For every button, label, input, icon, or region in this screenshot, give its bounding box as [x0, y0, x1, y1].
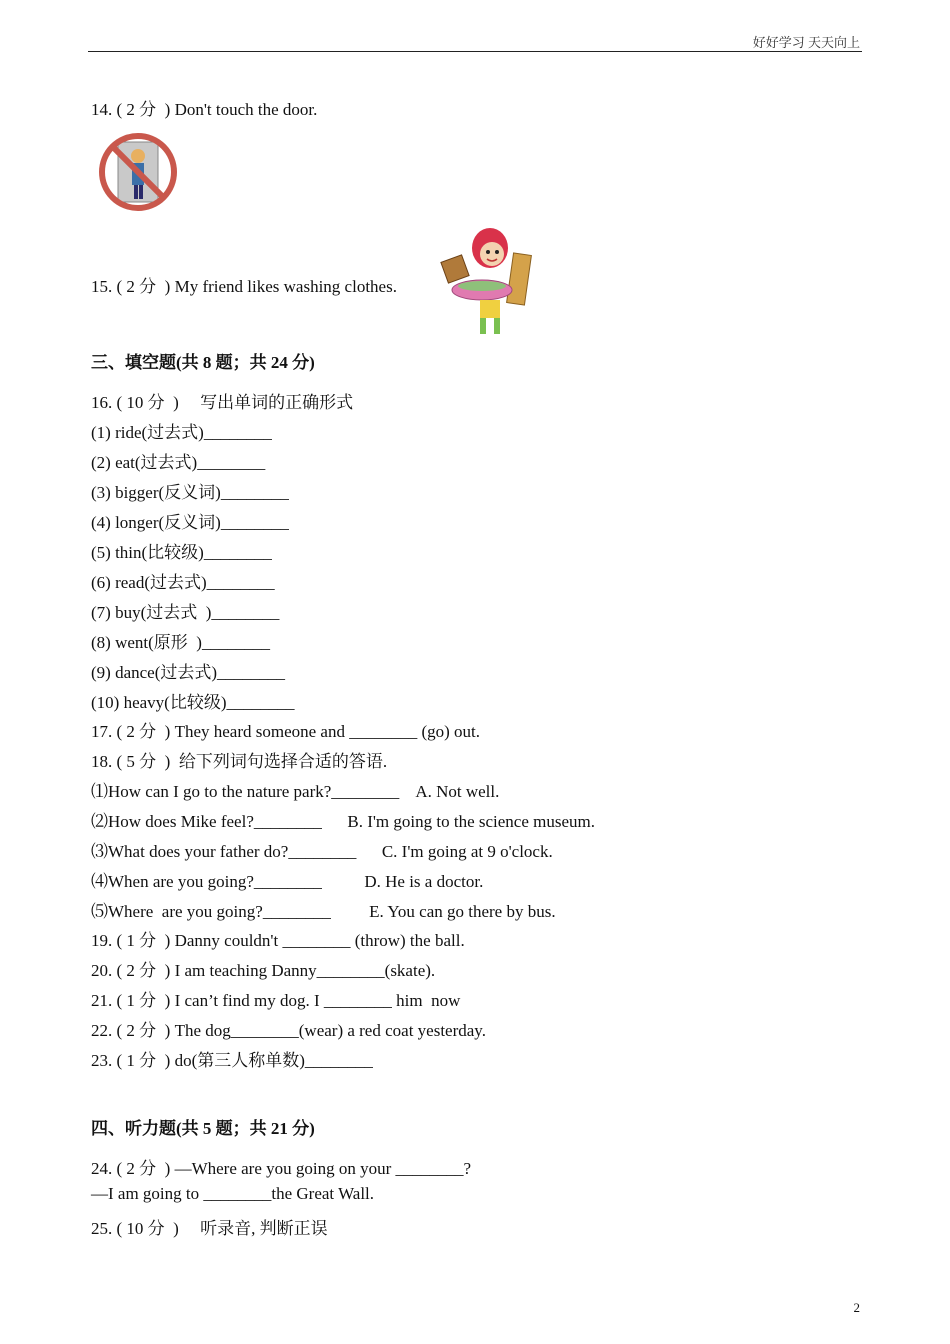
line-q23: 23. ( 1 分 ) do(第三人称单数)________ — [91, 1051, 373, 1070]
line-q22: 22. ( 2 分 ) The dog________(wear) a red coat yesterday. — [91, 1021, 486, 1040]
line-q18-5: ⑸Where are you going?________ E. You can go there by bus. — [91, 902, 556, 921]
line-q17: 17. ( 2 分 ) They heard someone and ________ (go) out. — [91, 722, 481, 741]
line-q16-7: (7) buy(过去式 )________ — [91, 603, 280, 622]
line-q16-10: (10) heavy(比较级)________ — [91, 693, 295, 712]
line-q19: 19. ( 1 分 ) Danny couldn't ________ (throw) the ball. — [91, 931, 465, 950]
header-rule — [88, 51, 862, 52]
line-q18-3: ⑶What does your father do?________ C. I'm going at 9 o'clock. — [91, 842, 553, 861]
no-touch-door-icon — [96, 130, 180, 214]
line-q16-8: (8) went(原形 )________ — [91, 633, 270, 652]
girl-washing-clothes-icon — [440, 224, 536, 340]
line-q14: 14. ( 2 分 ) Don't touch the door. — [91, 100, 318, 119]
page-number: 2 — [853, 1300, 860, 1315]
page-header: 好好学习 天天向上 — [752, 35, 860, 50]
line-q25: 25. ( 10 分 ) 听录音, 判断正误 — [91, 1219, 328, 1238]
line-q18: 18. ( 5 分 ) 给下列词句选择合适的答语. — [91, 752, 388, 771]
line-q18-4: ⑷When are you going?________ D. He is a doctor. — [91, 872, 484, 891]
line-q16-5: (5) thin(比较级)________ — [91, 543, 272, 562]
line-q18-1: ⑴How can I go to the nature park?________ A. Not well. — [91, 782, 500, 801]
line-q21: 21. ( 1 分 ) I can’t find my dog. I ________ him now — [91, 991, 461, 1010]
line-q18-2: ⑵How does Mike feel?________ B. I'm going to the science museum. — [91, 812, 595, 831]
line-sec3: 三、填空题(共 8 题；共 24 分) — [91, 353, 315, 372]
line-q24b: —I am going to ________the Great Wall. — [91, 1184, 375, 1203]
line-q15: 15. ( 2 分 ) My friend likes washing clothes. — [91, 277, 397, 296]
line-q16-9: (9) dance(过去式)________ — [91, 663, 286, 682]
line-q20: 20. ( 2 分 ) I am teaching Danny________(skate). — [91, 961, 436, 980]
line-q16-4: (4) longer(反义词)________ — [91, 513, 289, 532]
line-q16: 16. ( 10 分 ) 写出单词的正确形式 — [91, 393, 354, 412]
line-q24: 24. ( 2 分 ) —Where are you going on your ________? — [91, 1159, 472, 1178]
line-q16-3: (3) bigger(反义词)________ — [91, 483, 289, 502]
line-q16-2: (2) eat(过去式)________ — [91, 453, 266, 472]
line-sec4: 四、听力题(共 5 题；共 21 分) — [91, 1119, 315, 1138]
line-q16-1: (1) ride(过去式)________ — [91, 423, 272, 442]
line-q16-6: (6) read(过去式)________ — [91, 573, 275, 592]
